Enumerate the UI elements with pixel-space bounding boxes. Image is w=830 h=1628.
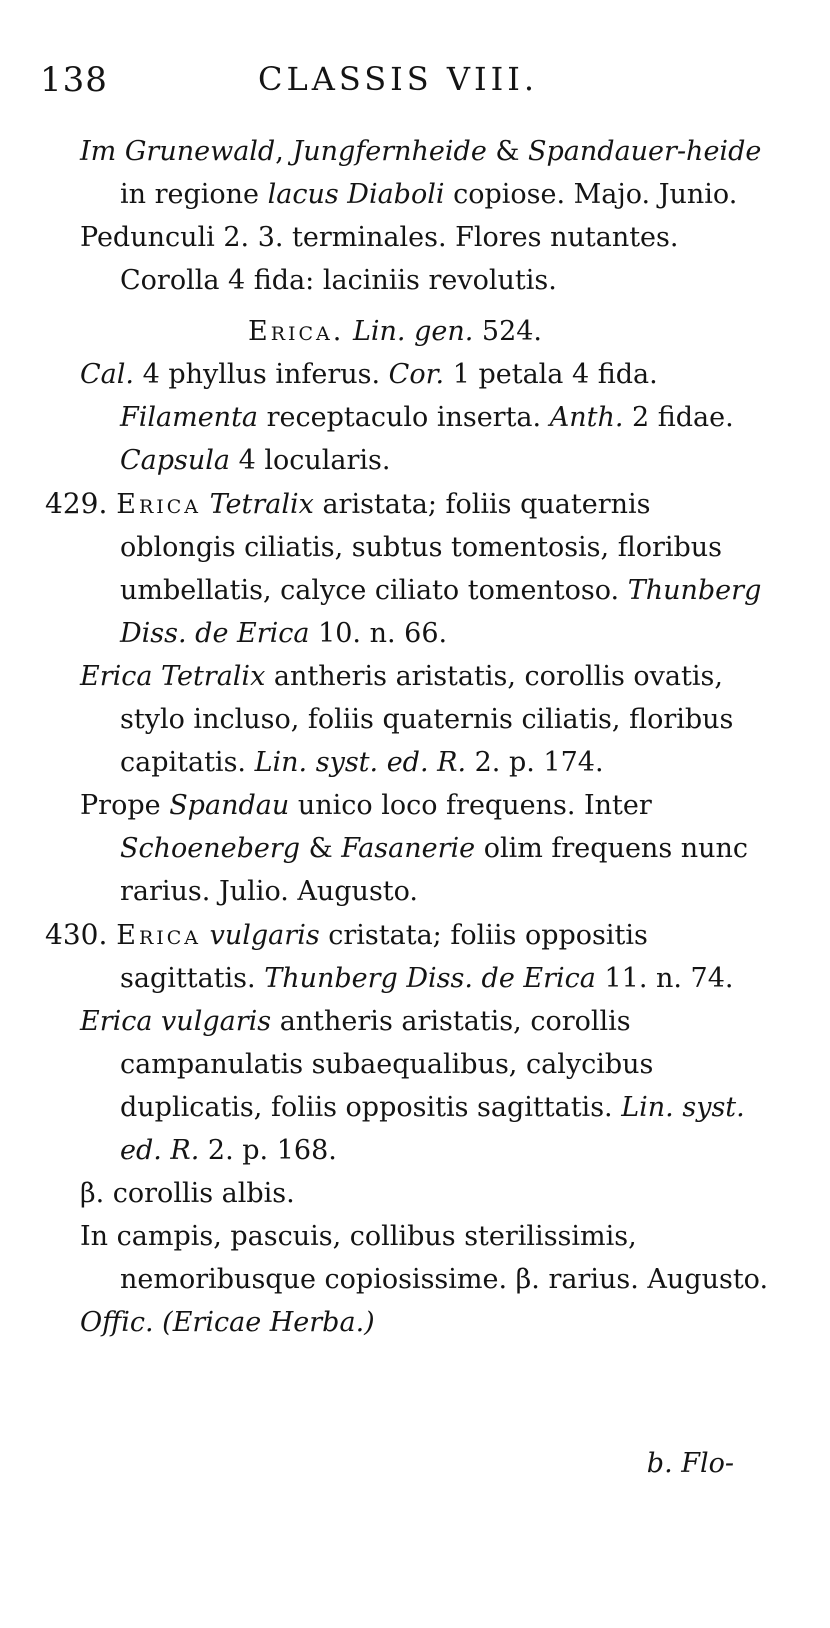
text-segment: aristata; foliis quaternis oblongis ciliatis, subtus tomentosis, floribus umbellatis, calyce ciliato tomentoso. [120, 489, 723, 606]
italic-text: Cal. [80, 359, 134, 390]
species-paragraph [0, 1215, 830, 1301]
text-segment: antheris aristatis, corollis campanulatis subaequalibus, calycibus duplicatis, foliis oppositis sagittatis. [120, 1006, 654, 1123]
paragraph [0, 353, 830, 482]
text-segment [201, 920, 210, 951]
text-segment: 4 phyllus inferus. [133, 359, 389, 390]
italic-text: lacus Diaboli [267, 179, 445, 210]
italic-text: Im Grunewald [80, 136, 276, 167]
page-number: 138 [40, 60, 108, 100]
species-paragraph [0, 1301, 830, 1344]
italic-text: Cor. [388, 359, 445, 390]
page-header [0, 60, 830, 104]
text-segment: 2. p. 168. [199, 1135, 337, 1166]
paragraph [0, 216, 830, 302]
italic-text: Thunberg Diss. de Erica [264, 963, 596, 994]
genus-heading [0, 310, 830, 353]
text-segment: 10. n. 66. [309, 618, 448, 649]
italic-text: Tetralix [209, 489, 314, 520]
italic-text: Lin. syst. ed. R. [254, 747, 467, 778]
italic-text: Capsula [120, 445, 231, 476]
genus-description [0, 353, 830, 482]
text-segment: Prope [80, 790, 170, 821]
species-paragraph [0, 1000, 830, 1172]
genus-reference-number: 524. [473, 316, 543, 347]
text-segment: unico loco frequens. Inter [289, 790, 652, 821]
text-segment: cristata; foliis oppositis sagittatis. [120, 920, 648, 994]
running-title: CLASSIS VIII. [258, 60, 539, 98]
text-segment: 2 fidae. [623, 402, 734, 433]
text-segment: 2. p. 174. [466, 747, 604, 778]
text-segment: β. corollis albis. [80, 1178, 295, 1209]
italic-text: Jungfernheide [292, 136, 487, 167]
italic-text: Filamenta [120, 402, 259, 433]
italic-text: Erica vulgaris [80, 1006, 272, 1037]
italic-text: Thunberg Diss. de Erica [120, 575, 762, 649]
species-number: 430. [45, 918, 117, 951]
text-segment: copiose. Majo. Junio. [444, 179, 738, 210]
species-paragraph [0, 482, 830, 655]
italic-text: Erica Tetralix [80, 661, 266, 692]
text-segment [201, 489, 210, 520]
text-segment: Erica [116, 489, 202, 520]
text-segment: 4 locularis. [230, 445, 391, 476]
text-segment: Erica [116, 920, 202, 951]
catchword: b. Flo- [646, 1448, 734, 1479]
italic-text: vulgaris [209, 920, 320, 951]
genus-reference: Lin. gen. [352, 316, 474, 347]
text-segment: In campis, pascuis, collibus sterilissimis, nemoribusque copiosissime. β. rarius. Augusto. [80, 1221, 769, 1295]
species-paragraph [0, 784, 830, 913]
italic-text: Anth. [549, 402, 624, 433]
text-segment: & [300, 833, 342, 864]
italic-text: Offic. (Ericae Herba.) [80, 1307, 375, 1338]
intro-paragraphs [0, 130, 830, 302]
text-segment: in regione [120, 179, 268, 210]
text-segment: antheris aristatis, corollis ovatis, stylo incluso, foliis quaternis ciliatis, floribus capitatis. [120, 661, 734, 778]
italic-text: Lin. syst. ed. R. [120, 1092, 745, 1166]
text-segment: 1 petala 4 fida. [444, 359, 658, 390]
text-segment: receptaculo inserta. [258, 402, 550, 433]
page-body [0, 130, 830, 1344]
italic-text: Spandau [169, 790, 290, 821]
species-paragraph [0, 655, 830, 784]
species-paragraph [0, 913, 830, 1000]
species-paragraph [0, 1172, 830, 1215]
text-segment: & [486, 136, 529, 167]
text-segment: 11. n. 74. [595, 963, 734, 994]
italic-text: Fasanerie [341, 833, 476, 864]
text-segment: olim frequens nunc rarius. Julio. Augusto. [120, 833, 749, 907]
species-number: 429. [45, 487, 117, 520]
species-entries [0, 482, 830, 1344]
genus-name: Erica. [247, 316, 345, 347]
italic-text: Schoeneberg [120, 833, 301, 864]
italic-text: Spandauer-heide [528, 136, 762, 167]
paragraph [0, 130, 830, 216]
text-segment: , [275, 136, 293, 167]
text-segment: Pedunculi 2. 3. terminales. Flores nutantes. Corolla 4 fida: laciniis revolutis. [80, 222, 679, 296]
